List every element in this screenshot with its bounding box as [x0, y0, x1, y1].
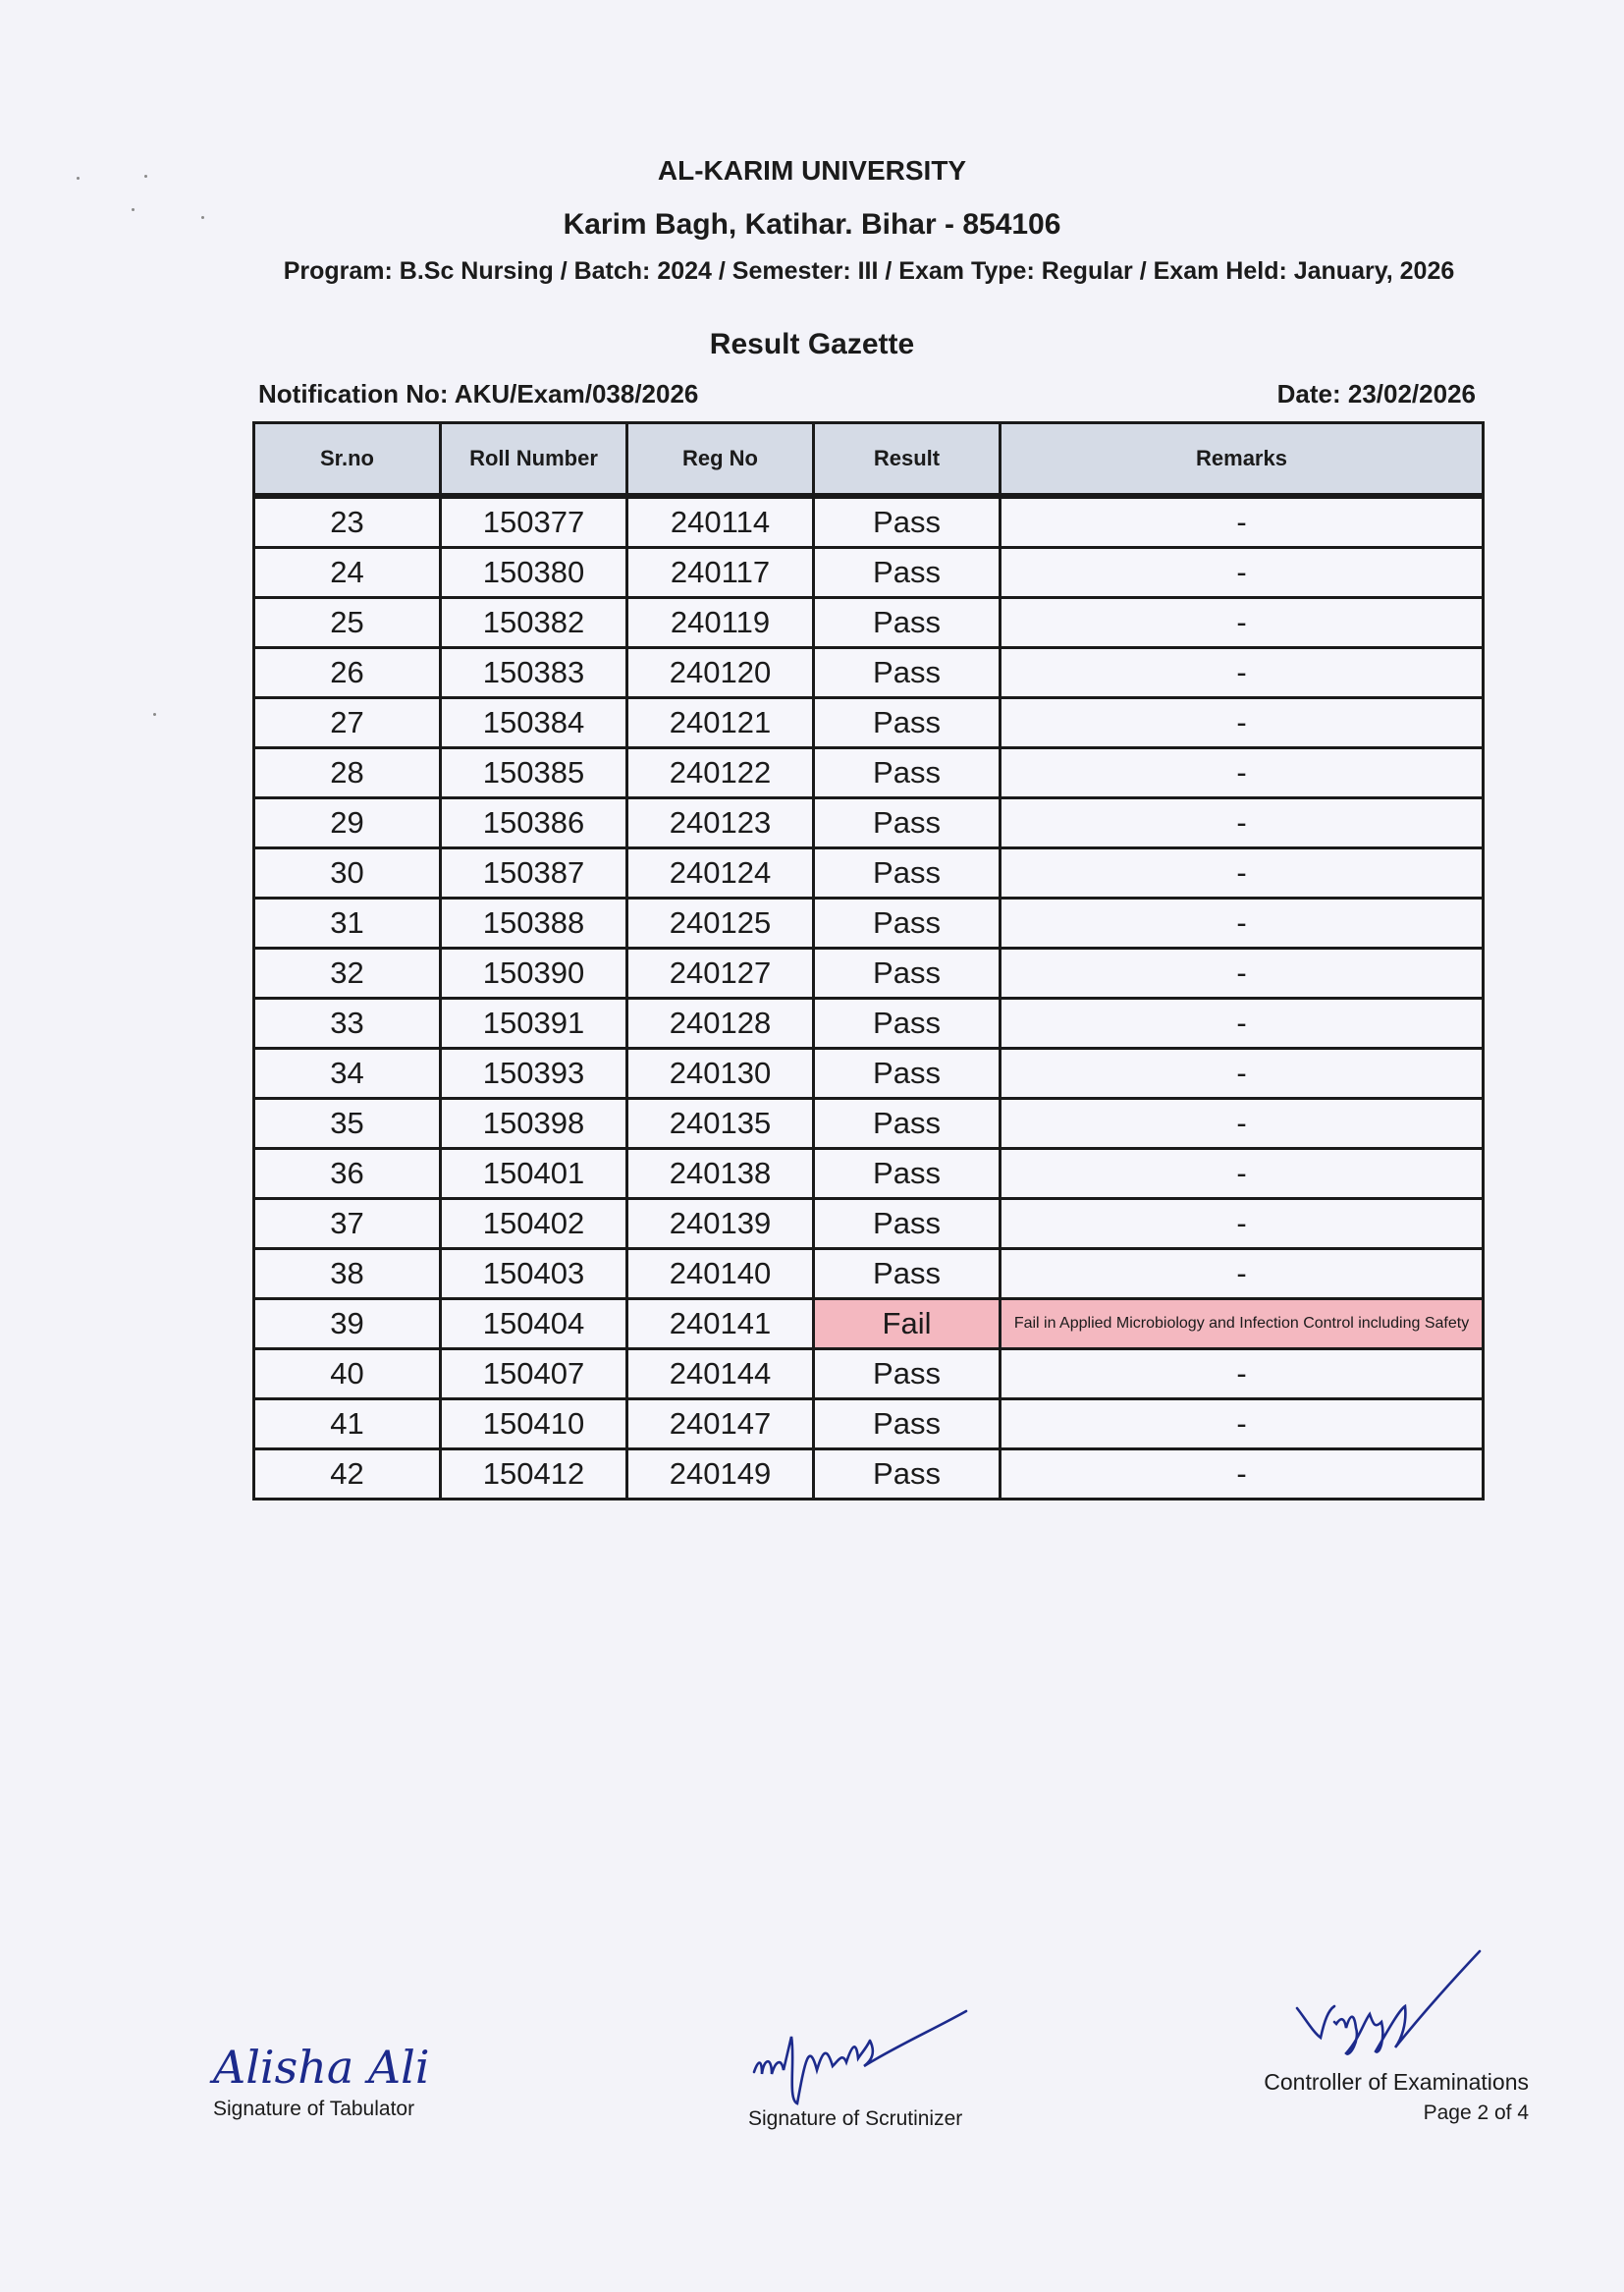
cell-reg-no: 240140 [627, 1249, 814, 1299]
cell-remarks: - [1001, 798, 1484, 848]
cell-result: Pass [814, 798, 1001, 848]
cell-roll-number: 150402 [441, 1199, 627, 1249]
cell-roll-number: 150404 [441, 1299, 627, 1349]
cell-remarks: - [1001, 1099, 1484, 1149]
scan-speck [153, 713, 156, 716]
notification-date: Date: 23/02/2026 [1276, 379, 1476, 409]
cell-sr: 27 [254, 698, 441, 748]
table-row [254, 1199, 1484, 1249]
cell-result: Pass [814, 1249, 1001, 1299]
cell-remarks: - [1001, 496, 1484, 548]
cell-reg-no: 240141 [627, 1299, 814, 1349]
cell-reg-no: 240128 [627, 999, 814, 1049]
university-name: AL-KARIM UNIVERSITY [657, 155, 967, 186]
column-header-roll: Roll Number [441, 423, 627, 497]
cell-sr: 32 [254, 949, 441, 999]
cell-reg-no: 240147 [627, 1399, 814, 1449]
cell-reg-no: 240123 [627, 798, 814, 848]
cell-reg-no: 240149 [627, 1449, 814, 1500]
cell-result: Pass [814, 1049, 1001, 1099]
cell-remarks: - [1001, 548, 1484, 598]
cell-result: Pass [814, 1199, 1001, 1249]
cell-sr: 34 [254, 1049, 441, 1099]
table-row [254, 548, 1484, 598]
cell-roll-number: 150412 [441, 1449, 627, 1500]
cell-remarks: - [1001, 1249, 1484, 1299]
cell-sr: 40 [254, 1349, 441, 1399]
scrutinizer-label: Signature of Scrutinizer [748, 2107, 963, 2130]
table-row [254, 598, 1484, 648]
cell-result: Pass [814, 548, 1001, 598]
cell-roll-number: 150391 [441, 999, 627, 1049]
cell-sr: 31 [254, 899, 441, 949]
controller-label: Controller of Examinations [1264, 2069, 1529, 2095]
table-row [254, 1299, 1484, 1349]
table-row [254, 1049, 1484, 1099]
cell-sr: 35 [254, 1099, 441, 1149]
cell-sr: 36 [254, 1149, 441, 1199]
cell-remarks: - [1001, 1399, 1484, 1449]
table-row [254, 1099, 1484, 1149]
cell-remarks: - [1001, 648, 1484, 698]
cell-result: Pass [814, 1099, 1001, 1149]
cell-result: Pass [814, 899, 1001, 949]
cell-roll-number: 150403 [441, 1249, 627, 1299]
tabulator-signature-block [213, 2041, 430, 2121]
cell-result: Pass [814, 748, 1001, 798]
cell-remarks: - [1001, 899, 1484, 949]
table-row [254, 648, 1484, 698]
cell-roll-number: 150401 [441, 1149, 627, 1199]
cell-remarks: - [1001, 999, 1484, 1049]
cell-sr: 41 [254, 1399, 441, 1449]
scrutinizer-signature [748, 2001, 974, 2107]
cell-sr: 24 [254, 548, 441, 598]
cell-remarks: - [1001, 1349, 1484, 1399]
cell-roll-number: 150383 [441, 648, 627, 698]
cell-result: Pass [814, 1349, 1001, 1399]
cell-result: Pass [814, 698, 1001, 748]
table-header-row [254, 423, 1484, 497]
controller-signature-block [1232, 1949, 1529, 2125]
page-number: Page 2 of 4 [1423, 2101, 1529, 2124]
results-body [254, 496, 1484, 1500]
cell-roll-number: 150385 [441, 748, 627, 798]
cell-remarks: - [1001, 1149, 1484, 1199]
cell-reg-no: 240130 [627, 1049, 814, 1099]
university-address: Karim Bagh, Katihar. Bihar - 854106 [563, 208, 1061, 241]
cell-result: Pass [814, 1149, 1001, 1199]
cell-reg-no: 240127 [627, 949, 814, 999]
cell-sr: 26 [254, 648, 441, 698]
column-header-sr: Sr.no [254, 423, 441, 497]
controller-signature [1291, 1949, 1488, 2067]
table-row [254, 748, 1484, 798]
cell-remarks: - [1001, 1199, 1484, 1249]
program-details: Program: B.Sc Nursing / Batch: 2024 / Semester: III / Exam Type: Regular / Exam Held: January, 2026 [283, 257, 1455, 285]
notification-number: Notification No: AKU/Exam/038/2026 [258, 379, 699, 409]
table-row [254, 1249, 1484, 1299]
cell-roll-number: 150387 [441, 848, 627, 899]
cell-result: Pass [814, 848, 1001, 899]
table-row [254, 496, 1484, 548]
document-title: Result Gazette [709, 328, 915, 360]
cell-remarks: - [1001, 949, 1484, 999]
cell-roll-number: 150377 [441, 496, 627, 548]
cell-sr: 25 [254, 598, 441, 648]
cell-sr: 23 [254, 496, 441, 548]
cell-roll-number: 150388 [441, 899, 627, 949]
cell-result: Pass [814, 949, 1001, 999]
cell-reg-no: 240124 [627, 848, 814, 899]
cell-roll-number: 150390 [441, 949, 627, 999]
tabulator-label: Signature of Tabulator [213, 2098, 415, 2120]
column-header-result: Result [814, 423, 1001, 497]
cell-remarks: Fail in Applied Microbiology and Infection Control including Safety [1001, 1299, 1484, 1349]
cell-remarks: - [1001, 1049, 1484, 1099]
cell-reg-no: 240119 [627, 598, 814, 648]
cell-roll-number: 150384 [441, 698, 627, 748]
tabulator-signature: Alisha Ali [213, 2041, 430, 2094]
cell-result: Pass [814, 999, 1001, 1049]
table-row [254, 1149, 1484, 1199]
table-row [254, 999, 1484, 1049]
cell-reg-no: 240144 [627, 1349, 814, 1399]
cell-result: Fail [814, 1299, 1001, 1349]
column-header-reg: Reg No [627, 423, 814, 497]
table-row [254, 798, 1484, 848]
table-row [254, 1349, 1484, 1399]
table-row [254, 899, 1484, 949]
column-header-remarks: Remarks [1001, 423, 1484, 497]
cell-roll-number: 150380 [441, 548, 627, 598]
table-row [254, 949, 1484, 999]
cell-reg-no: 240139 [627, 1199, 814, 1249]
cell-result: Pass [814, 598, 1001, 648]
cell-roll-number: 150410 [441, 1399, 627, 1449]
results-table [252, 421, 1485, 1501]
cell-result: Pass [814, 1449, 1001, 1500]
cell-sr: 37 [254, 1199, 441, 1249]
cell-reg-no: 240114 [627, 496, 814, 548]
cell-result: Pass [814, 1399, 1001, 1449]
cell-roll-number: 150407 [441, 1349, 627, 1399]
cell-sr: 29 [254, 798, 441, 848]
cell-remarks: - [1001, 848, 1484, 899]
table-row [254, 848, 1484, 899]
cell-remarks: - [1001, 748, 1484, 798]
cell-remarks: - [1001, 698, 1484, 748]
cell-roll-number: 150398 [441, 1099, 627, 1149]
cell-reg-no: 240138 [627, 1149, 814, 1199]
cell-sr: 38 [254, 1249, 441, 1299]
cell-remarks: - [1001, 1449, 1484, 1500]
cell-roll-number: 150386 [441, 798, 627, 848]
cell-reg-no: 240125 [627, 899, 814, 949]
cell-sr: 28 [254, 748, 441, 798]
cell-remarks: - [1001, 598, 1484, 648]
table-row [254, 1399, 1484, 1449]
cell-reg-no: 240135 [627, 1099, 814, 1149]
cell-reg-no: 240121 [627, 698, 814, 748]
cell-sr: 42 [254, 1449, 441, 1500]
cell-result: Pass [814, 496, 1001, 548]
table-row [254, 1449, 1484, 1500]
cell-roll-number: 150393 [441, 1049, 627, 1099]
cell-sr: 33 [254, 999, 441, 1049]
cell-reg-no: 240120 [627, 648, 814, 698]
scrutinizer-signature-block [748, 2001, 974, 2131]
cell-reg-no: 240117 [627, 548, 814, 598]
cell-sr: 39 [254, 1299, 441, 1349]
table-row [254, 698, 1484, 748]
cell-sr: 30 [254, 848, 441, 899]
cell-result: Pass [814, 648, 1001, 698]
cell-roll-number: 150382 [441, 598, 627, 648]
cell-reg-no: 240122 [627, 748, 814, 798]
